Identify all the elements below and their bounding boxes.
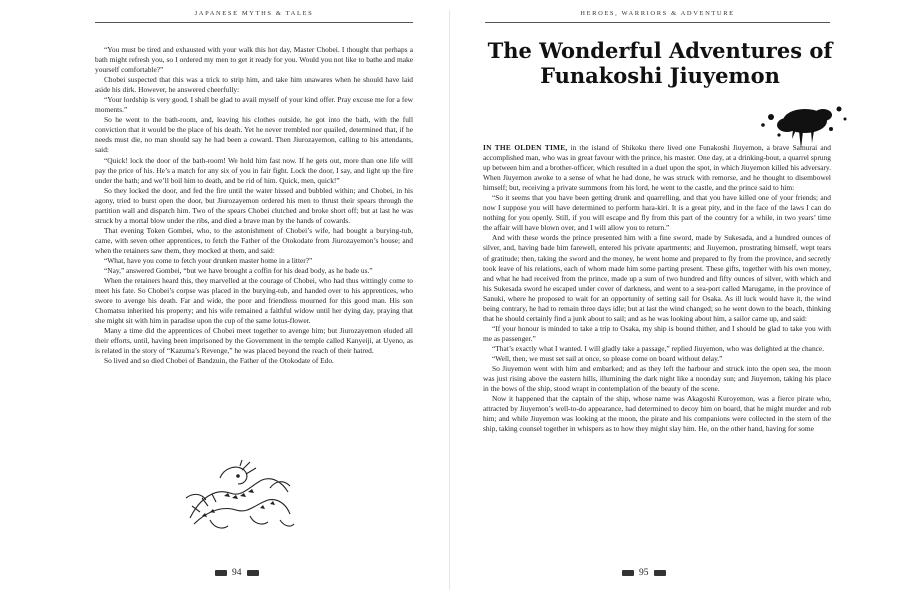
paragraph: “What, have you come to fetch your drunken master home in a litter?” bbox=[104, 255, 313, 265]
paragraph: So Jiuyemon went with him and embarked; and as they left the harbour and struck into the open sea, the moon was just rising above the eastern hills, illumining the dark night like a noonday sun; and Jiuyemon, taking his place in the bows of the ship, stood wrapt in contemplation of the beauty of the scene. bbox=[483, 364, 831, 394]
right-page-folio bbox=[622, 567, 666, 579]
folio-ornament-icon bbox=[215, 570, 227, 576]
left-text-column bbox=[95, 45, 413, 367]
dragon-illustration-icon bbox=[180, 458, 298, 534]
paragraph: “So it seems that you have been getting drunk and quarrelling, and that you have killed one of your friends; and now I suppose you will have determined to perform hara-kiri. It is a great pity, and in the face of the laws I can do nothing for you openly. Still, if you will escape and fly from this part of the country for a while, in two years’ time the affair will have blown over, and I will allow you to return.” bbox=[483, 193, 831, 233]
right-head-rule bbox=[485, 22, 830, 23]
paragraph: “Quick! lock the door of the bath-room! We hold him fast now. If he gets out, more than one life will pay the price of his. He’s a match for any six of you in fair fight. Lock the door, I say, and light up the fire under the bath; and we’ll boil him to death, and be rid of him. Quick, men, quick!” bbox=[95, 155, 413, 185]
opening-paragraph-text: in the island of Shikoku there lived one Funakoshi Jiuyemon, a brave Samurai and accomplished man, who was in great favour with the prince, his master. One day, at a drinking-bout, a quarrel sprung up between him and a brother-officer, which resulted in a duel upon the spot, in which Jiuyemon killed his adversary. When Jiuyemon awoke to a sense of what he had done, he was struck with remorse, and he thought to disembowel himself; but, receiving a private summons from his lord, he went to the castle, and the prince said to him: bbox=[483, 143, 831, 193]
chapter-title-line-1: The Wonderful Adventures of bbox=[487, 38, 833, 63]
paragraph: “You must be tired and exhausted with your walk this hot day, Master Chobei. I thought that perhaps a bath might refresh you, so I ordered my men to get it ready for you. Would you not like to bathe and make yourself comfortable?” bbox=[95, 45, 413, 75]
paragraph: Now it happened that the captain of the ship, whose name was Akagoshi Kuroyemon, was a fierce pirate who, attracted by Jiuyemon’s well-to-do appearance, had determined to decoy him on board, that he might murder and rob him; and while Jiuyemon was looking at the moon, the pirate and his companions were collected in the stern of the ship, taking counsel together in whispers as to how they might slay him. He, on the other hand, having for some bbox=[483, 394, 831, 434]
paragraph: So he went to the bath-room, and, leaving his clothes outside, he got into the bath, with the full conviction that it would be the place of his death. Yet he never trembled nor quailed, determined that, if he needs must die, no man should say he had been a coward. Then Jiurozayemon, calling to his attendants, said: bbox=[95, 115, 413, 155]
folio-ornament-icon bbox=[622, 570, 634, 576]
paragraph: “Nay,” answered Gombei, “but we have brought a coffin for his dead body, as he bade us.” bbox=[104, 266, 373, 276]
chapter-title-line-2: Funakoshi Jiuyemon bbox=[540, 63, 780, 88]
left-running-head-text: JAPANESE MYTHS & TALES bbox=[194, 10, 314, 17]
left-page-number: 94 bbox=[232, 568, 242, 578]
paragraph: When the retainers heard this, they marvelled at the courage of Chobei, who had thus wittingly come to meet his fate. So Chobei’s corpse was placed in the burying-tub, and handed over to his apprentices, who swore to avenge his death. Far and wide, the poor and friendless mourned for this good man. His son Chomatsu inherited his property; and his wife remained a faithful widow until her dying day, praying that she might sit with him in paradise upon the cup of the same lotus-flower. bbox=[95, 276, 413, 326]
left-running-head bbox=[95, 9, 413, 21]
left-page-folio bbox=[215, 567, 259, 579]
opening-paragraph bbox=[483, 143, 831, 193]
right-text-column bbox=[483, 143, 831, 434]
chapter-title bbox=[470, 38, 850, 88]
paragraph: That evening Token Gombei, who, to the astonishment of Chobei’s wife, had bought a burying-tub, came, with seven other apprentices, to fetch the Father of the Otokodate from Jiurozayemon’s house; and when the retainers saw them, they mocked at them, and said: bbox=[95, 225, 413, 255]
right-page-number: 95 bbox=[639, 568, 649, 578]
paragraph: “That’s exactly what I wanted. I will gladly take a passage,” replied Jiuyemon, who was delighted at the chance. bbox=[492, 343, 825, 353]
right-running-head-text: HEROES, WARRIORS & ADVENTURE bbox=[580, 10, 735, 17]
paragraph: So they locked the door, and fed the fire until the water hissed and bubbled within; and Chobei, in his agony, tried to burst open the door, but Jiurozayemon ordered his men to thrust their spears through the partition wall and dispatch him. Two of the spears Chobei clutched and broke short off; but at last he was struck by a mortal blow under the ribs, and died a brave man by the hands of cowards. bbox=[95, 185, 413, 225]
left-head-rule bbox=[95, 22, 413, 23]
paragraph: “Well, then, we must set sail at once, so please come on board without delay.” bbox=[492, 353, 723, 363]
right-page bbox=[450, 0, 900, 600]
folio-ornament-icon bbox=[247, 570, 259, 576]
paragraph: “Your lordship is very good. I shall be glad to avail myself of your kind offer. Pray excuse me for a few moments.” bbox=[95, 95, 413, 115]
paragraph: “If your honour is minded to take a trip to Osaka, my ship is bound thither, and I should be glad to take you with me as passenger.” bbox=[483, 323, 831, 343]
right-running-head bbox=[485, 9, 830, 21]
paragraph: Chobei suspected that this was a trick to strip him, and take him unawares when he should have laid aside his dirk. However, he answered cheerfully: bbox=[95, 75, 413, 95]
paragraph: Many a time did the apprentices of Chobei meet together to avenge him; but Jiurozayemon eluded all their efforts, until, having been imprisoned by the Government in the temple called Kanyeiji, at Uyeno, as is related in the story of “Kazuma’s Revenge,” he was placed beyond the reach of their hatred. bbox=[95, 326, 413, 356]
paragraph: And with these words the prince presented him with a fine sword, made by Sukesada, and a hundred ounces of silver, and, having bade him farewell, entered his private apartments; and Jiuyemon, prostrating himself, wept tears of gratitude; then, taking the sword and the money, he went home and prepared to fly from the province, and secretly took leave of his relations, each of whom made him some parting present. These gifts, together with his own money, and what he had received from the prince, made up a sum of two hundred and fifty ounces of silver, with which and his Sukesada sword he escaped under cover of darkness, and went to a sea-port called Marugame, in the province of Sanuki, where he proposed to wait for an opportunity of setting sail for Osaka. As ill luck would have it, the wind being contrary, he had to remain three days idle; but at last the wind changed; so he went down to the beach, thinking that he should certainly find a junk about to sail; and as he was looking about him, a sailor came up, and said: bbox=[483, 233, 831, 323]
paragraph: So lived and so died Chobei of Bandzuin, the Father of the Otokodate of Edo. bbox=[104, 356, 334, 366]
folio-ornament-icon bbox=[654, 570, 666, 576]
lead-in-text: IN THE OLDEN TIME, bbox=[483, 143, 568, 152]
